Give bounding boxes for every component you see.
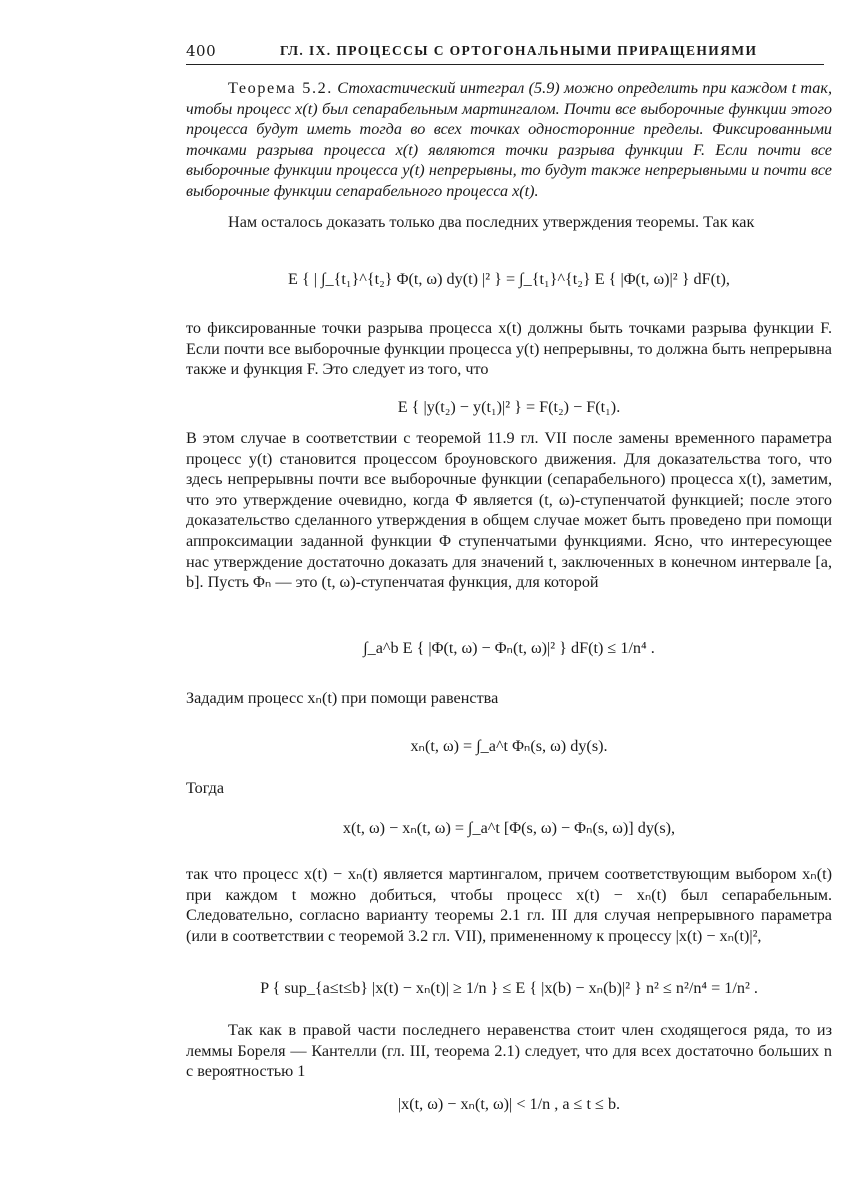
- paragraph-3: В этом случае в соответствии с теоремой 11.9 гл. VII после замены временного параметра процесс y(t) становится процессом броуновского движения. Для доказательства того, что здесь непрерывны почти все выборочные функции (сепарабельного) процесса x(t), заметим, что это утверждение очевидно, когда Φ является (t, ω)-ступенчатой функцией; после этого доказательство сделанного утверждения в общем случае может быть проведено при помощи аппроксимации заданной функции Φ ступенчатыми функциями. Ясно, что интересующее нас утверждение достаточно доказать для значений t, заключенных в конечном интервале [a, b]. Пусть Φₙ — это (t, ω)-ступенчатая функция, для которой: [186, 429, 832, 592]
- equation-isometry: E { | ∫_{t₁}^{t₂} Φ(t, ω) dy(t) |² } = ∫_{t₁}^{t₂} E { |Φ(t, ω)|² } dF(t),: [288, 270, 730, 288]
- equation-step-approximation: ∫_a^b E { |Φ(t, ω) − Φₙ(t, ω)|² } dF(t) ≤ 1/n⁴ .: [363, 639, 655, 657]
- paragraph-5: Тогда: [186, 779, 225, 797]
- paragraph-7: Так как в правой части последнего неравенства стоит член сходящегося ряда, то из леммы Бореля — Кантелли (гл. III, теорема 2.1) следует, что для всех достаточно больших n с вероятностью 1: [186, 1021, 832, 1081]
- equation-increment-variance: E { |y(t₂) − y(t₁)|² } = F(t₂) − F(t₁).: [397, 398, 621, 416]
- theorem-5-2: [186, 78, 832, 202]
- theorem-label: Теорема 5.2.: [228, 79, 333, 97]
- running-title: ГЛ. IX. ПРОЦЕССЫ С ОРТОГОНАЛЬНЫМИ ПРИРАЩЕНИЯМИ: [280, 43, 758, 58]
- paragraph-2: то фиксированные точки разрыва процесса x(t) должны быть точками разрыва функции F. Если почти все выборочные функции процесса y(t) непрерывны, то должна быть непрерывна также и функция F. Это следует из того, что: [186, 319, 832, 379]
- theorem-statement: Стохастический интеграл (5.9) можно определить при каждом t так, чтобы процесс x(t) был сепарабельным мартингалом. Почти все выборочные функции этого процесса будут иметь тогда во всех точках односторонние пределы. Фиксированными точками разрыва процесса x(t) являются точки разрыва функции F. Если почти все выборочные функции процесса y(t) непрерывны, то будут также непрерывными и почти все выборочные функции сепарабельного процесса x(t).: [186, 79, 832, 200]
- running-header: [186, 40, 826, 66]
- paragraph-6: так что процесс x(t) − xₙ(t) является мартингалом, причем соответствующим выбором xₙ(t) при каждом t можно добиться, чтобы процесс x(t) − xₙ(t) был сепарабельным. Следовательно, согласно варианту теоремы 2.1 гл. III для случая непрерывного параметра (или в соответствии с теоремой 3.2 гл. VII), примененному к процессу |x(t) − xₙ(t)|²,: [186, 865, 832, 945]
- equation-difference: x(t, ω) − xₙ(t, ω) = ∫_a^t [Φ(s, ω) − Φₙ(s, ω)] dy(s),: [342, 819, 676, 837]
- equation-uniform-bound: |x(t, ω) − xₙ(t, ω)| < 1/n , a ≤ t ≤ b.: [397, 1095, 621, 1113]
- paragraph-4: Зададим процесс xₙ(t) при помощи равенства: [186, 689, 499, 707]
- equation-xn-definition: xₙ(t, ω) = ∫_a^t Φₙ(s, ω) dy(s).: [410, 737, 608, 755]
- header-rule: [186, 64, 824, 65]
- page-number: 400: [186, 42, 217, 60]
- paragraph-1: Нам осталось доказать только два последних утверждения теоремы. Так как: [228, 213, 755, 231]
- equation-probability-bound: P { sup_{a≤t≤b} |x(t) − xₙ(t)| ≥ 1/n } ≤ E { |x(b) − xₙ(b)|² } n² ≤ n²/n⁴ = 1/n² .: [260, 979, 758, 997]
